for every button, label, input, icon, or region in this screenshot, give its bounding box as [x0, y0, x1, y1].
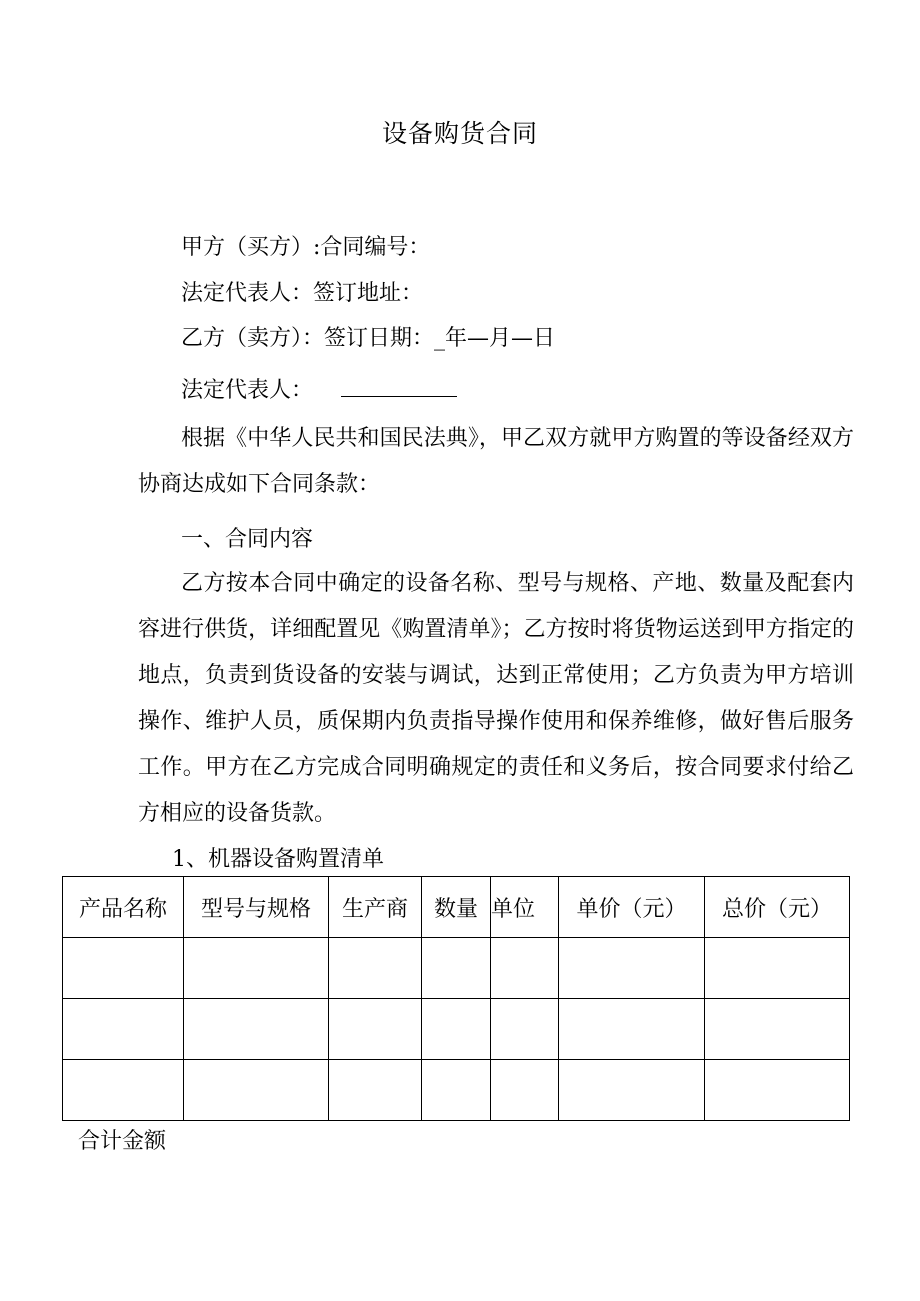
table-cell: [184, 1060, 329, 1121]
header-product-name: 产品名称: [63, 877, 184, 938]
document-title: 设备购货合同: [381, 119, 538, 148]
header-unit: 单位: [491, 877, 559, 938]
table-cell: [559, 938, 705, 999]
table-cell: [63, 938, 184, 999]
table-cell: [422, 938, 491, 999]
table-cell: [559, 999, 705, 1060]
table-cell: [329, 938, 422, 999]
seller-representative-label: 法定代表人：: [181, 378, 314, 403]
preamble-paragraph: 根据《中华人民共和国民法典》，甲乙双方就甲方购置的等设备经双方协商达成如下合同条款：: [138, 426, 854, 497]
table-cell: [491, 938, 559, 999]
table-cell: [329, 999, 422, 1060]
buyer-representative-line: 法定代表人：签订地址：: [181, 281, 424, 306]
table-cell: [559, 1060, 705, 1121]
header-quantity: 数量: [422, 877, 491, 938]
table-cell: [705, 938, 850, 999]
seller-representative-line: [181, 374, 457, 406]
section-body-paragraph: 乙方按本合同中确定的设备名称、型号与规格、产地、数量及配套内容进行供货，详细配置见《购置清单》；乙方按时将货物运送到甲方指定的地点，负责到货设备的安装与调试，达到正常使用；乙方负责为甲方培训操作、维护人员，质保期内负责指导操作使用和保养维修，做好售后服务工作。甲方在乙方完成合同明确规定的责任和义务后，按合同要求付给乙方相应的设备货款。: [138, 571, 854, 826]
table-row: [63, 1060, 850, 1121]
table-header-row: [63, 877, 850, 938]
header-unit-price: 单价（元）: [559, 877, 705, 938]
total-amount-label: 合计金额: [78, 1129, 167, 1154]
table-cell: [705, 999, 850, 1060]
buyer-line: 甲方（买方）:合同编号：: [181, 235, 431, 260]
header-model-spec: 型号与规格: [184, 877, 329, 938]
list-heading: 1、机器设备购置清单: [172, 847, 384, 872]
table-row: [63, 938, 850, 999]
table-cell: [422, 1060, 491, 1121]
table-cell: [491, 999, 559, 1060]
table-cell: [184, 999, 329, 1060]
purchase-list-table: [62, 876, 850, 1121]
header-total-price: 总价（元）: [705, 877, 850, 938]
signature-blank: [341, 374, 457, 397]
table-cell: [329, 1060, 422, 1121]
seller-line: 乙方（卖方）：签订日期：_年—月—日: [181, 326, 556, 351]
table-cell: [491, 1060, 559, 1121]
section-heading: 一、合同内容: [181, 527, 314, 552]
table-cell: [184, 938, 329, 999]
header-manufacturer: 生产商: [329, 877, 422, 938]
table-cell: [705, 1060, 850, 1121]
table-cell: [63, 1060, 184, 1121]
table-cell: [63, 999, 184, 1060]
table-row: [63, 999, 850, 1060]
table-cell: [422, 999, 491, 1060]
